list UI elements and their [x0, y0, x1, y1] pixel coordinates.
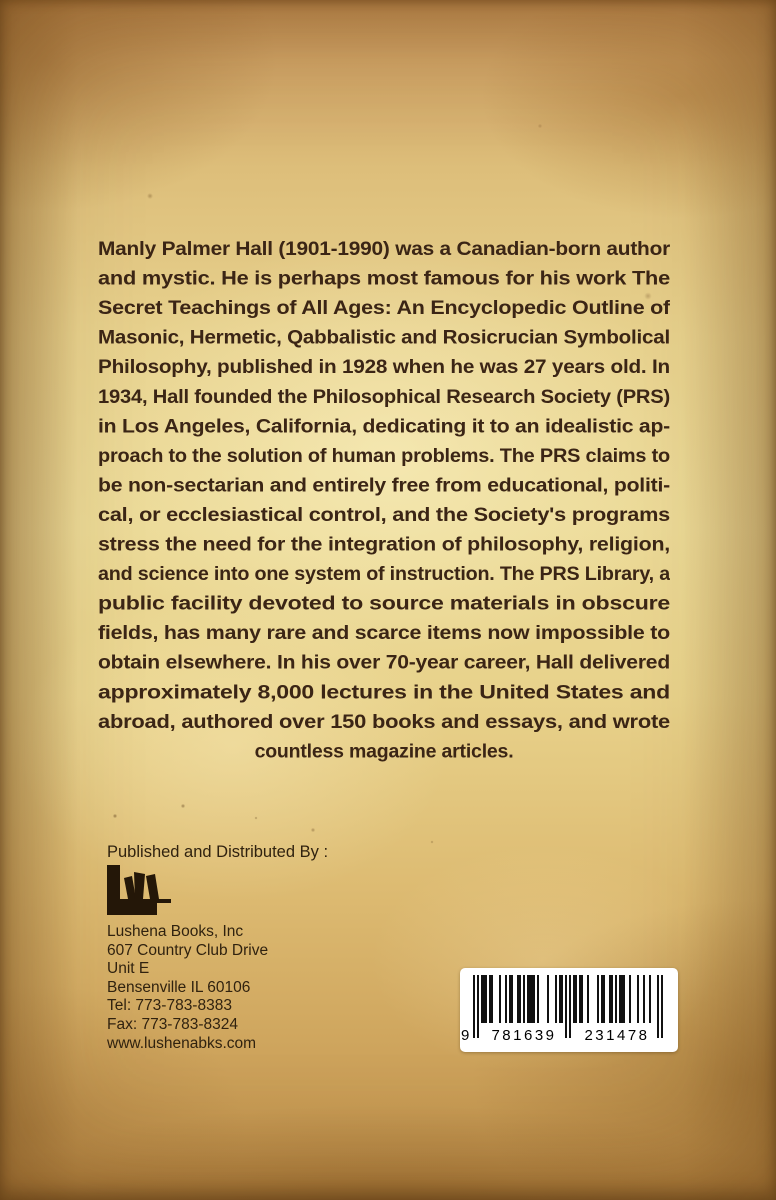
- isbn-left-group: 781639: [491, 1027, 557, 1044]
- publisher-address-line: Fax: 773-783-8324: [107, 1015, 238, 1033]
- about-line: and science into one system of instruction. The PRS Library, a: [98, 563, 670, 586]
- about-paragraph-svg: [98, 228, 670, 768]
- about-line: Manly Palmer Hall (1901-1990) was a Canadian-born author: [98, 238, 670, 260]
- barcode-bar: [537, 975, 539, 1023]
- barcode-bar: [661, 975, 663, 1038]
- about-author-paragraph: [98, 228, 670, 768]
- about-line: public facility devoted to source materials in obscure: [98, 592, 670, 615]
- barcode-bar: [519, 975, 521, 1023]
- about-line: Secret Teachings of All Ages: An Encyclopedic Outline of: [98, 297, 670, 320]
- barcode-bar: [597, 975, 599, 1023]
- about-line: in Los Angeles, California, dedicating it to an idealistic ap-: [98, 415, 670, 438]
- about-line: 1934, Hall founded the Philosophical Research Society (PRS): [98, 385, 670, 408]
- barcode-bar: [547, 975, 549, 1023]
- barcode-bar: [561, 975, 563, 1023]
- barcode-bar: [473, 975, 475, 1038]
- isbn-right-group: 231478: [584, 1027, 650, 1044]
- about-line: Masonic, Hermetic, Qabbalistic and Rosicrucian Symbolical: [98, 326, 670, 349]
- about-line: approximately 8,000 lectures in the United States and: [98, 681, 670, 704]
- about-line: be non-sectarian and entirely free from educational, politi-: [98, 474, 670, 497]
- publisher-address-line: Bensenville IL 60106: [107, 978, 251, 996]
- barcode-bar: [477, 975, 479, 1038]
- barcode-bar: [587, 975, 589, 1023]
- barcode-bar: [575, 975, 577, 1023]
- isbn-first-digit: 9: [461, 1027, 470, 1044]
- barcode-bar: [629, 975, 631, 1023]
- barcode-bar: [637, 975, 639, 1023]
- barcode-bar: [603, 975, 605, 1023]
- barcode-bar: [485, 975, 487, 1023]
- barcode-bar: [569, 975, 571, 1038]
- about-line: Philosophy, published in 1928 when he was 27 years old. In: [98, 356, 670, 379]
- about-line: fields, has many rare and scarce items now impossible to: [98, 622, 670, 645]
- publisher-address-line: 607 Country Club Drive: [107, 941, 269, 959]
- barcode-bar: [643, 975, 645, 1023]
- publisher-block: [107, 843, 328, 1053]
- publisher-address-line: Unit E: [107, 960, 150, 978]
- barcode-bar: [511, 975, 513, 1023]
- about-line: countless magazine articles.: [254, 740, 514, 763]
- barcode-bar: [533, 975, 535, 1023]
- barcode-bar: [491, 975, 493, 1023]
- lushena-books-logo-icon: [107, 865, 171, 915]
- barcode-bar: [505, 975, 507, 1023]
- about-line: cal, or ecclesiastical control, and the Society's programs: [98, 503, 670, 526]
- barcode-bar: [611, 975, 613, 1023]
- publisher-address: [107, 923, 328, 1053]
- about-line: obtain elsewhere. In his over 70-year career, Hall delivered: [98, 651, 670, 674]
- publisher-heading: Published and Distributed By :: [107, 843, 329, 861]
- about-line: abroad, authored over 150 books and essays, and wrote: [98, 710, 670, 733]
- barcode-label: [460, 968, 678, 1052]
- publisher-address-line: www.lushenabks.com: [107, 1034, 257, 1052]
- barcode-bar: [649, 975, 651, 1023]
- publisher-address-line: Tel: 773-783-8383: [107, 997, 232, 1015]
- about-line: and mystic. He is perhaps most famous for his work The: [98, 267, 670, 290]
- barcode-bar: [615, 975, 617, 1023]
- barcode-bar: [499, 975, 501, 1023]
- barcode-bar: [523, 975, 525, 1023]
- about-line: proach to the solution of human problems. The PRS claims to: [98, 444, 670, 467]
- publisher-address-line: Lushena Books, Inc: [107, 923, 244, 940]
- barcode-bar: [555, 975, 557, 1023]
- barcode-bar: [623, 975, 625, 1023]
- about-line: stress the need for the integration of philosophy, religion,: [98, 533, 670, 556]
- barcode-bar: [581, 975, 583, 1023]
